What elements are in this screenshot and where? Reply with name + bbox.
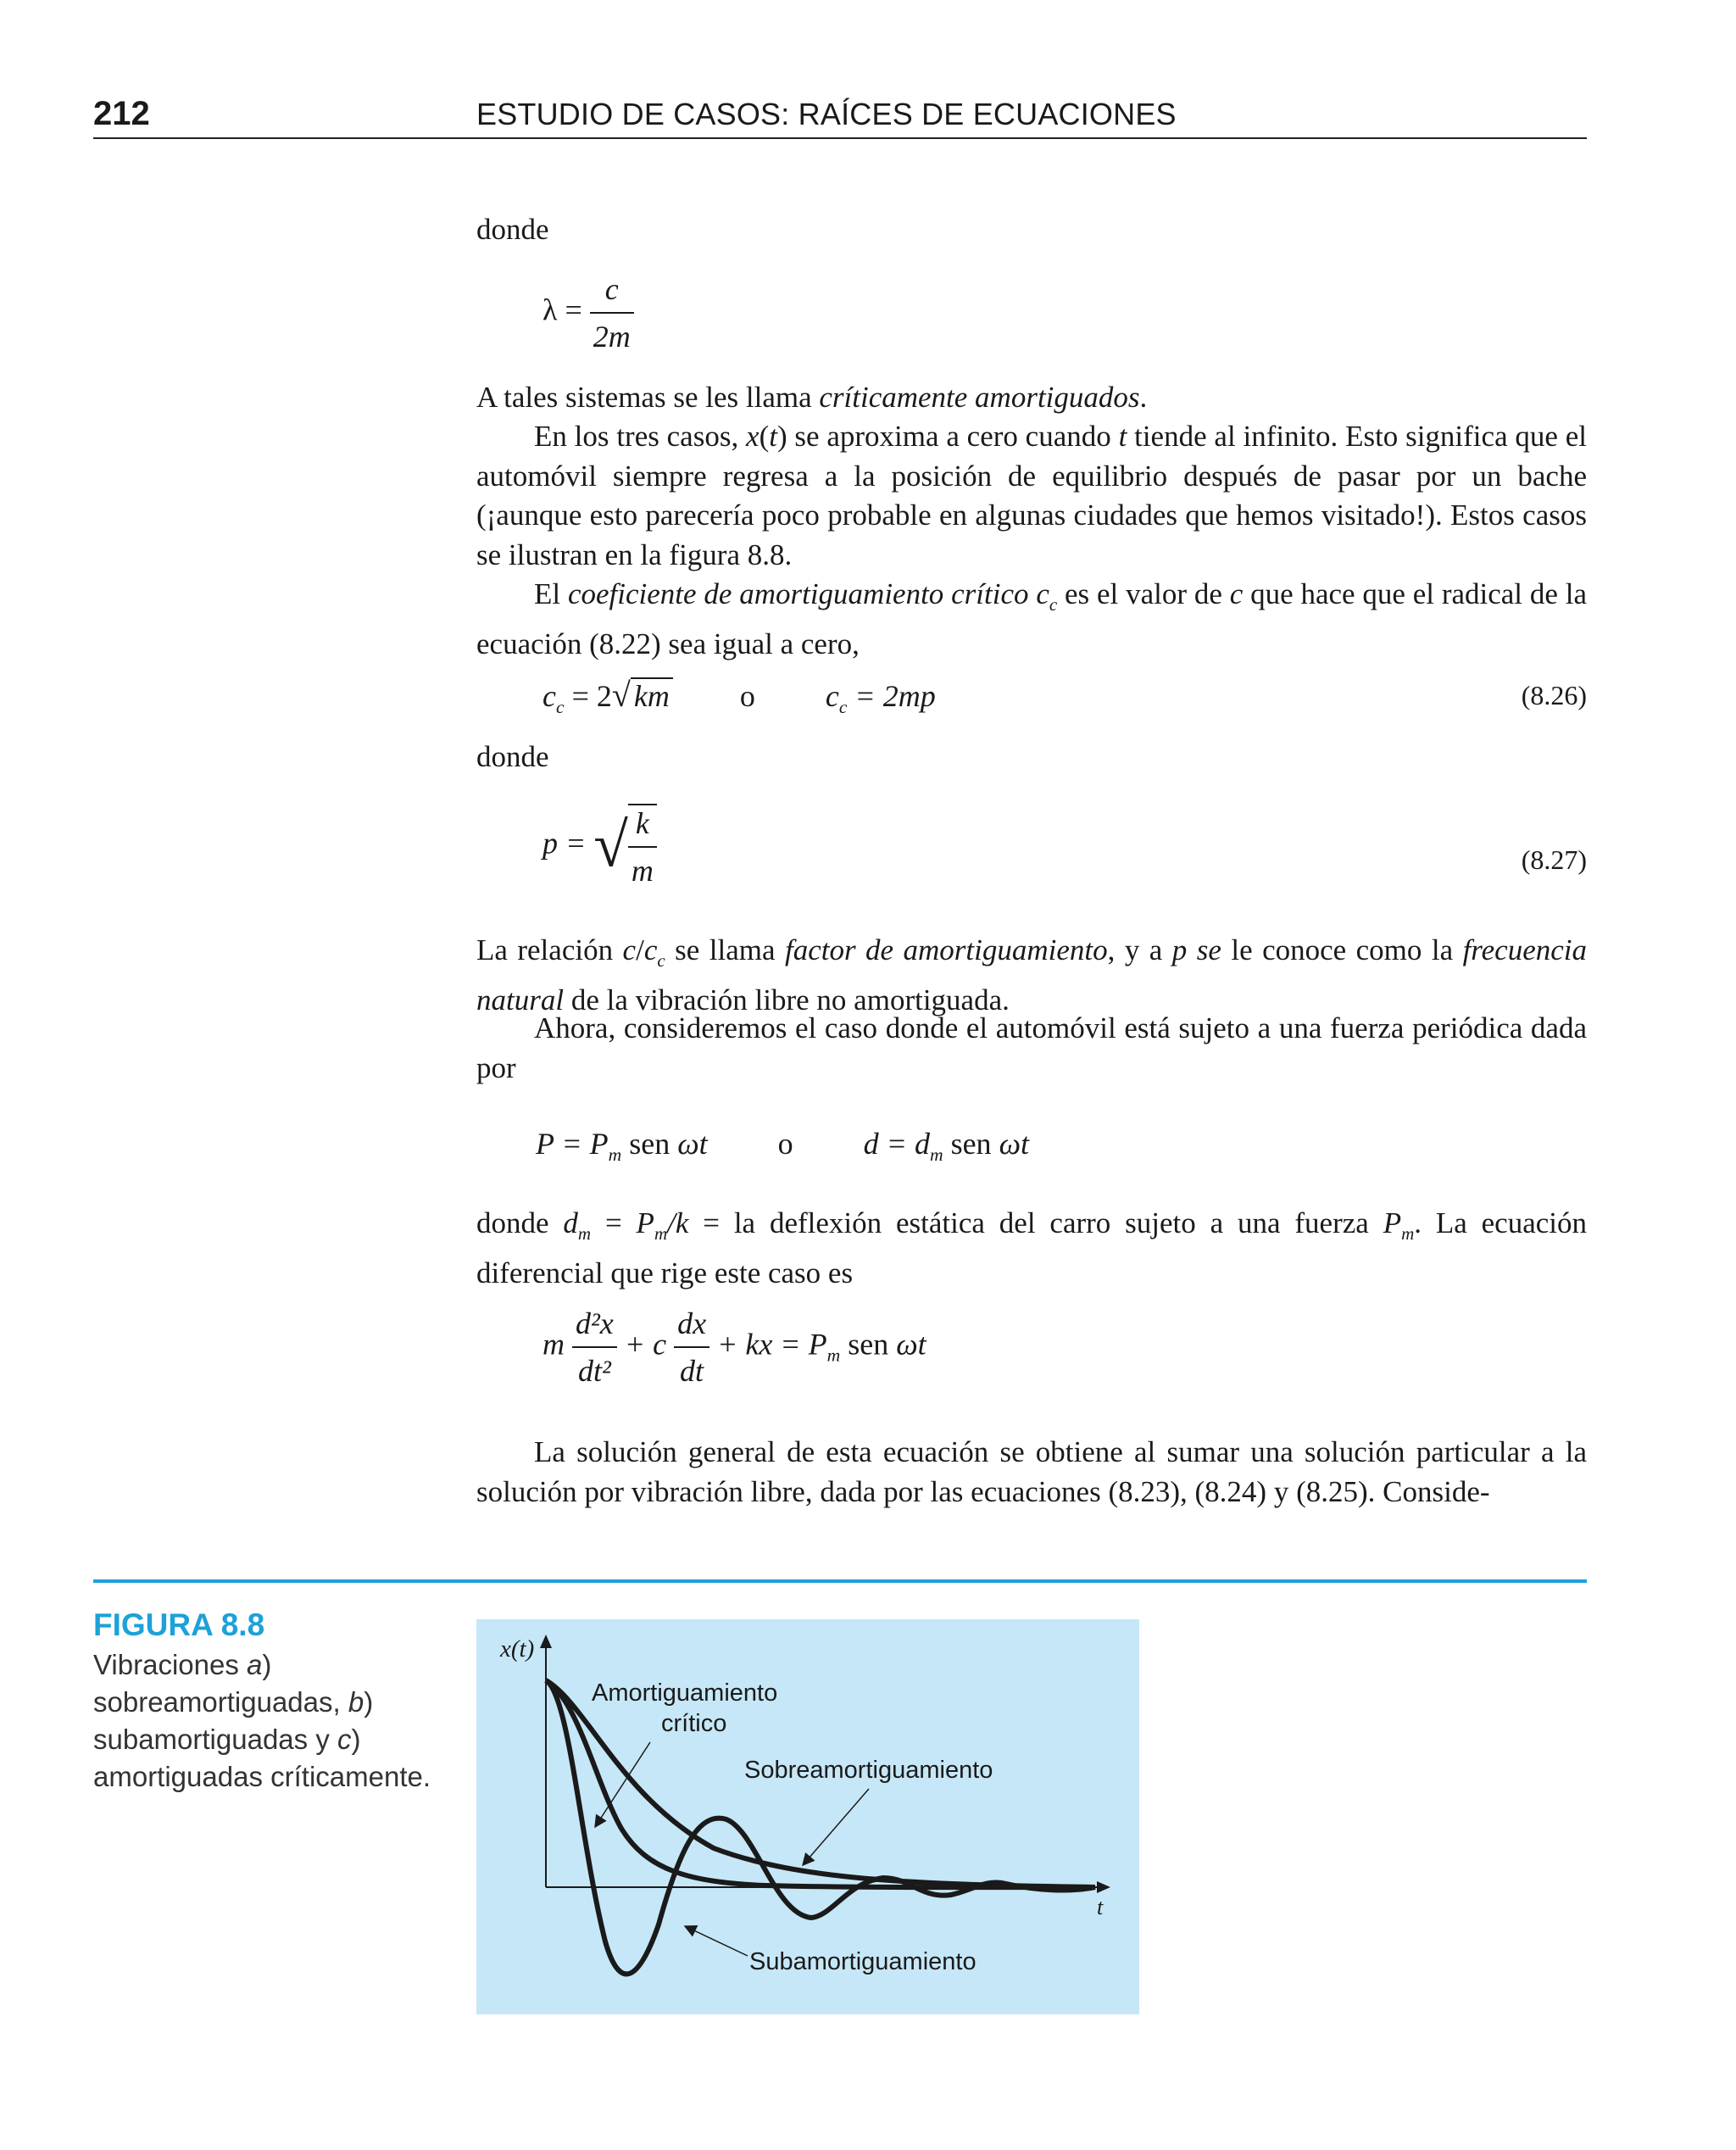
p4-natural-frequency: frecuencia natural (476, 933, 1587, 1017)
equation-8-26 (542, 675, 936, 718)
eqP-sub2: m (929, 1145, 943, 1166)
header-rule (93, 137, 1587, 139)
p4-d: , y a (1107, 933, 1172, 966)
callout-overdamped (803, 1789, 869, 1865)
eqD-fraction-2 (674, 1306, 709, 1389)
p2-a: En los tres casos, (534, 420, 747, 453)
eqD-den2: dt (680, 1354, 704, 1388)
paragraph-periodic-force: Ahora, consideremos el caso donde el automóvil está sujeto a una fuerza periódica dada por (476, 1011, 1587, 1084)
eq826-mid: = 2 (564, 679, 612, 713)
eqP-or: o (777, 1127, 793, 1161)
paragraph-three-cases (476, 417, 1587, 575)
eqP-wt1: ωt (677, 1127, 708, 1161)
caption-a: a (247, 1649, 263, 1680)
equation-8-27 (542, 804, 657, 888)
x-axis-arrow (1097, 1881, 1110, 1893)
p4-slash: / (636, 933, 644, 966)
eqD-wt: ωt (896, 1327, 926, 1362)
y-axis-arrow (540, 1635, 552, 1648)
lambda-denominator: 2m (593, 320, 631, 354)
equation-number-8-27: (8.27) (1521, 844, 1587, 875)
eqD-sub: m (826, 1345, 841, 1366)
p3-b: es el valor de (1057, 577, 1230, 610)
p6-P2: P (1383, 1206, 1402, 1239)
eq826-lhs2: c (825, 679, 839, 713)
p6-b: = (591, 1206, 637, 1239)
p6-sub2: m (654, 1223, 668, 1244)
callout-underdamped (685, 1926, 748, 1956)
eqP-sub1: m (608, 1145, 622, 1166)
p3-sub: c (1049, 594, 1058, 615)
eqP-wt2: ωt (999, 1127, 1029, 1161)
p4-f: de la vibración libre no amortiguada. (564, 983, 1010, 1017)
p2-d: tiende al infinito. Esto significa que el automóvil siempre regresa a la posición de equilibrio después de pasar por un bache (¡aunque esto parecería poco probable en algunas ciudades que hemos visitado!). Estos casos se ilustran en la figura 8.8. (476, 420, 1587, 571)
eqP-sen2: sen (943, 1127, 999, 1161)
radical-sign-large: √ (593, 810, 628, 881)
x-axis-label: t (1097, 1895, 1104, 1919)
caption-c: c (337, 1724, 352, 1755)
curve-underdamped (546, 1680, 1095, 1974)
p4-e: le conoce como la (1221, 933, 1463, 966)
p6-e: . La ecuación diferencial que rige este caso es (476, 1206, 1587, 1289)
eqD-fraction-1 (572, 1306, 617, 1389)
caption-2: ) sobreamortiguadas, (93, 1649, 348, 1718)
eq827-lhs: p = (542, 826, 587, 861)
equation-periodic-force (536, 1126, 1029, 1166)
figure-rule (93, 1579, 1587, 1583)
p6-c: = la deflexión estática del carro sujeto a una fuerza (688, 1206, 1383, 1239)
eq826-radicand: km (631, 677, 673, 713)
lambda-numerator: c (590, 271, 634, 314)
p6-k: /k (667, 1206, 689, 1239)
p3-emphasis: coeficiente de amortiguamiento crítico c (567, 577, 1049, 610)
y-axis-label: x(t) (500, 1635, 535, 1663)
p1-pre: A tales sistemas se les llama (476, 381, 820, 414)
caption-3: ) subamortiguadas y (93, 1686, 374, 1755)
p6-a: donde (476, 1206, 564, 1239)
paragraph-critically-damped (476, 378, 1587, 418)
eqD-num1: d²x (572, 1306, 617, 1348)
eq827-numerator: k (628, 805, 657, 848)
paragraph-critical-coefficient (476, 575, 1587, 664)
caption-4: ) amortiguadas críticamente. (93, 1724, 431, 1792)
p6-sub1: m (577, 1223, 592, 1244)
eq827-denominator: m (631, 854, 654, 888)
page-number: 212 (93, 95, 150, 132)
label-overdamped: Sobreamortiguamiento (744, 1757, 993, 1784)
eq826-sub2: c (838, 697, 848, 718)
eqP-sen1: sen (621, 1127, 678, 1161)
eq826-or: o (739, 679, 755, 713)
eqP-1: P = P (536, 1127, 609, 1161)
p4-b: se llama (665, 933, 785, 966)
p4-c: c (622, 933, 637, 966)
p2-b: ( (759, 420, 770, 453)
paragraph-static-deflection (476, 1204, 1587, 1293)
caption-b: b (348, 1686, 364, 1718)
eqD-m: m (542, 1327, 565, 1362)
vibration-diagram (476, 1619, 1139, 2014)
figure-caption (93, 1646, 432, 1796)
p3-c: c (1229, 577, 1244, 610)
text-donde-2: donde (476, 740, 549, 773)
p6-P: P (636, 1206, 654, 1239)
eq827-fraction (628, 804, 657, 888)
eqD-tail: + kx = P (709, 1327, 827, 1362)
eq826-sub1: c (555, 697, 565, 718)
figure-panel (476, 1619, 1139, 2014)
eqD-num2: dx (674, 1306, 709, 1348)
paragraph-damping-factor (476, 931, 1587, 1020)
p4-damping-factor: factor de amortiguamiento (784, 933, 1108, 966)
p1-emphasis: críticamente amortiguados (819, 381, 1140, 414)
label-critical-2: crítico (661, 1710, 727, 1737)
p2-c: ) se aproxima a cero cuando (776, 420, 1119, 453)
p3-a: El (534, 577, 568, 610)
p6-sub3: m (1401, 1223, 1415, 1244)
equation-lambda (542, 271, 634, 354)
p2-t2: t (1118, 420, 1127, 453)
radical-sign: √ (611, 676, 631, 714)
equation-number-8-26: (8.26) (1521, 680, 1587, 710)
lambda-fraction (590, 271, 634, 354)
p4-sub: c (657, 950, 665, 971)
p2-t: t (769, 420, 777, 453)
p2-x: x (746, 420, 760, 453)
caption-1: Vibraciones (93, 1649, 248, 1680)
eqD-sen: sen (840, 1327, 897, 1362)
p6-d: d (563, 1206, 578, 1239)
eqP-2: d = d (863, 1127, 930, 1161)
text-donde-1: donde (476, 213, 549, 246)
curve-critical (546, 1680, 1095, 1887)
p3-d: que hace que el radical de la ecuación (8.22) sea igual a cero, (476, 577, 1587, 660)
p1-post: . (1139, 381, 1148, 414)
running-head: ESTUDIO DE CASOS: RAÍCES DE ECUACIONES (476, 97, 1177, 131)
paragraph-general-solution: La solución general de esta ecuación se obtiene al sumar una solución particular a la solución por vibración libre, dada por las ecuaciones (8.23), (8.24) y (8.25). Conside- (476, 1435, 1587, 1508)
figure-label: FIGURA 8.8 (93, 1607, 265, 1642)
eq826-rhs2: = 2mp (847, 679, 936, 713)
lambda-lhs: λ = (542, 292, 582, 327)
label-underdamped: Subamortiguamiento (749, 1948, 976, 1975)
eqD-plus-c: + c (616, 1327, 667, 1362)
p4-p: p se (1171, 933, 1221, 966)
label-critical-1: Amortiguamiento (592, 1679, 778, 1707)
equation-differential (542, 1306, 926, 1389)
p4-a: La relación (476, 933, 623, 966)
curve-overdamped (546, 1680, 1095, 1887)
eqD-den1: dt² (577, 1354, 611, 1388)
eq826-lhs1: c (542, 679, 556, 713)
p4-cc: c (643, 933, 658, 966)
